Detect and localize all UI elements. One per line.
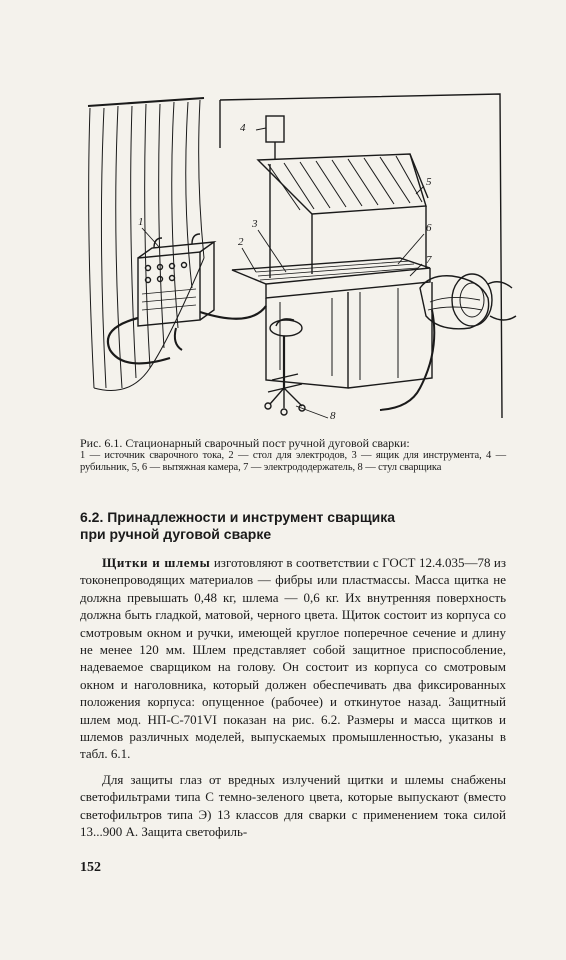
callout-7: 7: [426, 254, 432, 266]
caption-legend: 1 — источник сварочного тока, 2 — стол для электродов, 3 — ящик для инструмента, 4 — рубильник, 5, 6 — вытяжная камера, 7 — электрододержатель, 8 — стул сварщика: [80, 449, 506, 473]
callout-6: 6: [426, 222, 432, 234]
welding-station-illustration: [80, 88, 520, 433]
paragraph-1-text: изготовляют в соответствии с ГОСТ 12.4.035—78 из токонепроводящих материалов — фибры или пластмассы. Масса щитка не должна превышать 0,48 кг, шлема — 0,6 кг. Их внутренняя поверхность должна быть гладкой, матовой, черного цвета. Щиток состоит из корпуса со смотровым окном и ручки, имеющей круглое поперечное сечение и длину не менее 120 мм. Шлем представляет собой защитное приспособление, надеваемое сварщиком на голову. Он состоит из корпуса со смотровым окном и наголовника, который должен обеспечивать два фиксированных положения корпуса: опущенное (рабочее) и откинутое назад. Защитный шлем мод. НП-С-701VI показан на рис. 6.2. Размеры и масса щитков и шлемов различных моделей, выпускаемых промышленностью, указаны в табл. 6.1.: [80, 555, 506, 762]
section-heading: [80, 509, 500, 543]
body-text: [80, 554, 506, 841]
callout-8: 8: [330, 410, 336, 422]
welding-station-figure: [80, 88, 520, 433]
page-number: 152: [80, 860, 101, 875]
paragraph-1: [80, 554, 506, 763]
callout-3: 3: [252, 218, 258, 230]
callout-5: 5: [426, 176, 432, 188]
section-heading-line-1: 6.2. Принадлежности и инструмент сварщика: [80, 509, 396, 525]
paragraph-2: Для защиты глаз от вредных излучений щитки и шлемы снабжены светофильтрами типа С темно-зеленого цвета, которые выпускают (вместо светофильтров типа Э) 13 классов для сварки с применением тока силой 13...900 А. Защита светофиль-: [80, 771, 506, 840]
paragraph-1-lead: Щитки и шлемы: [102, 555, 211, 570]
callout-1: 1: [138, 216, 144, 228]
section-heading-line-2: при ручной дуговой сварке: [80, 526, 272, 542]
callout-2: 2: [238, 236, 244, 248]
caption-title: Рис. 6.1. Стационарный сварочный пост ручной дуговой сварки:: [80, 436, 410, 450]
callout-4: 4: [240, 122, 246, 134]
figure-caption: [80, 437, 506, 475]
